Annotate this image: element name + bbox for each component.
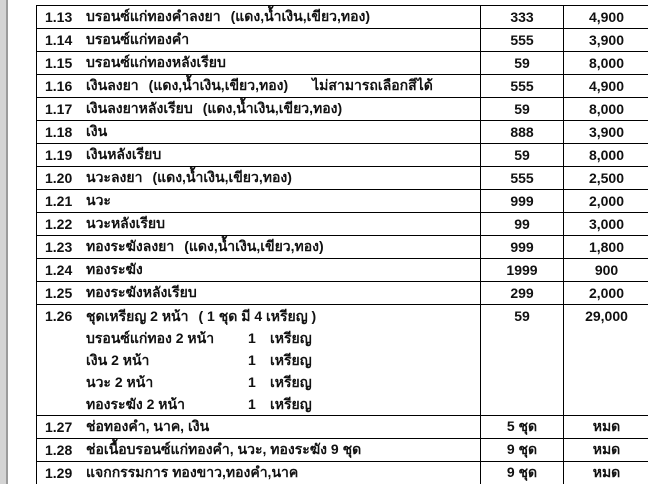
sold-out-badge: หมด [592, 464, 621, 480]
description-cell [37, 144, 481, 166]
quantity-value: 59 [514, 55, 530, 71]
description-cell [37, 75, 481, 97]
row-number: 1.13 [45, 9, 73, 25]
quantity-cell [481, 75, 564, 97]
price-value: 3,900 [588, 124, 625, 140]
set-item-unit: เหรียญ [270, 352, 312, 368]
quantity-cell [481, 167, 564, 189]
price-cell [564, 98, 648, 120]
price-value: 4,900 [588, 78, 625, 94]
row-number: 1.17 [45, 101, 73, 117]
quantity-value: 299 [510, 285, 534, 301]
quantity-value: 888 [510, 124, 534, 140]
row-number: 1.26 [45, 308, 73, 324]
color-options-note: (แดง,น้ำเงิน,เขียว,ทอง) [184, 238, 324, 254]
price-value: 900 [594, 262, 619, 278]
quantity-cell [481, 416, 564, 438]
row-description: ชุดเหรียญ 2 หน้า [86, 308, 189, 324]
description-cell [37, 167, 481, 189]
quantity-cell [481, 282, 564, 304]
set-item-unit: เหรียญ [270, 374, 312, 390]
set-item-label: บรอนซ์แก่ทอง 2 หน้า [86, 330, 215, 346]
no-color-choice-note: ไม่สามารถเลือกสีได้ [312, 77, 433, 93]
color-options-note: (แดง,น้ำเงิน,เขียว,ทอง) [152, 169, 292, 185]
row-description: นวะหลังเรียบ [86, 215, 165, 231]
set-item-label: ทองระฆัง 2 หน้า [86, 396, 185, 412]
table-row [37, 190, 648, 213]
price-table [36, 5, 648, 484]
set-item-count: 1 [248, 374, 256, 390]
quantity-value: 5 ชุด [506, 418, 538, 434]
quantity-value: 59 [514, 308, 530, 324]
quantity-value: 333 [510, 9, 534, 25]
price-value: 4,900 [588, 9, 625, 25]
set-item [45, 349, 480, 371]
price-cell [564, 462, 648, 484]
row-description: บรอนซ์แก่ทองคำลงยา [86, 8, 221, 24]
quantity-cell [481, 98, 564, 120]
quantity-value: 999 [510, 193, 534, 209]
row-number: 1.18 [45, 124, 73, 140]
window-edge-strip [0, 0, 8, 484]
description-cell [37, 213, 481, 235]
quantity-value: 555 [510, 32, 534, 48]
table-row [37, 75, 648, 98]
color-options-note: (แดง,น้ำเงิน,เขียว,ทอง) [202, 100, 343, 116]
description-cell [37, 259, 481, 281]
description-cell [37, 190, 481, 212]
price-cell [564, 236, 648, 258]
sold-out-badge: หมด [592, 418, 621, 434]
table-row [37, 259, 648, 282]
price-cell [564, 190, 648, 212]
price-value: 3,000 [588, 216, 625, 232]
set-item-label: นวะ 2 หน้า [86, 374, 154, 390]
description-cell [37, 282, 481, 304]
row-number: 1.16 [45, 78, 73, 94]
row-description: แจกกรรมการ ทองขาว,ทองคำ,นาค [86, 464, 299, 480]
table-row [37, 6, 648, 29]
row-number: 1.21 [45, 193, 73, 209]
set-item-label: เงิน 2 หน้า [86, 352, 150, 368]
quantity-value: 555 [510, 78, 534, 94]
description-cell [37, 462, 481, 484]
price-value: 2,000 [588, 193, 625, 209]
row-description: ช่อเนื้อบรอนซ์แก่ทองคำ, นวะ, ทองระฆัง 9 ชุด [86, 441, 362, 457]
row-description: เงินหลังเรียบ [86, 146, 162, 162]
price-cell [564, 167, 648, 189]
set-item [45, 371, 480, 393]
quantity-value: 9 ชุด [506, 464, 538, 480]
quantity-cell [481, 213, 564, 235]
set-item-unit: เหรียญ [270, 396, 312, 412]
row-number: 1.14 [45, 32, 73, 48]
table-row [37, 282, 648, 305]
description-cell [37, 121, 481, 143]
price-value: 8,000 [588, 55, 625, 71]
set-item [45, 393, 480, 415]
description-cell [37, 305, 481, 415]
table-row [37, 439, 648, 462]
row-number: 1.20 [45, 170, 73, 186]
price-value: 1,800 [588, 239, 625, 255]
quantity-value: 1999 [506, 262, 538, 278]
table-row [37, 416, 648, 439]
quantity-value: 9 ชุด [506, 441, 538, 457]
quantity-cell [481, 236, 564, 258]
price-value: 2,000 [588, 285, 625, 301]
quantity-cell [481, 305, 564, 415]
row-description: บรอนซ์แก่ทองคำ [86, 31, 190, 47]
row-description: ทองระฆังหลังเรียบ [86, 284, 197, 300]
row-description: เงิน [86, 123, 108, 139]
table-row [37, 29, 648, 52]
quantity-cell [481, 6, 564, 28]
row-number: 1.28 [45, 442, 73, 458]
quantity-cell [481, 52, 564, 74]
row-number: 1.23 [45, 239, 73, 255]
table-row [37, 52, 648, 75]
table-row-set [37, 305, 648, 416]
price-cell [564, 29, 648, 51]
description-cell [37, 236, 481, 258]
price-cell [564, 52, 648, 74]
sold-out-badge: หมด [592, 441, 621, 457]
set-header-line [45, 305, 480, 327]
price-cell [564, 439, 648, 461]
price-cell [564, 259, 648, 281]
description-cell [37, 98, 481, 120]
price-cell [564, 416, 648, 438]
table-row [37, 121, 648, 144]
price-value: 3,900 [588, 32, 625, 48]
table-row [37, 236, 648, 259]
color-options-note: (แดง,น้ำเงิน,เขียว,ทอง) [148, 77, 289, 93]
price-value: 8,000 [588, 147, 625, 163]
table-row [37, 98, 648, 121]
row-description: ทองระฆัง [86, 261, 143, 277]
quantity-cell [481, 462, 564, 484]
row-number: 1.15 [45, 55, 73, 71]
set-item-count: 1 [248, 352, 256, 368]
row-number: 1.27 [45, 419, 73, 435]
set-contents-note: ( 1 ชุด มี 4 เหรียญ ) [198, 308, 317, 324]
quantity-cell [481, 29, 564, 51]
table-row [37, 144, 648, 167]
row-description: บรอนซ์แก่ทองหลังเรียบ [86, 54, 226, 70]
row-description: นวะลงยา [86, 169, 143, 185]
price-cell [564, 75, 648, 97]
description-cell [37, 416, 481, 438]
set-item-count: 1 [248, 396, 256, 412]
quantity-cell [481, 144, 564, 166]
row-number: 1.22 [45, 216, 73, 232]
row-description: นวะ [86, 192, 111, 208]
price-cell [564, 144, 648, 166]
price-cell [564, 282, 648, 304]
price-value: 29,000 [585, 308, 628, 324]
quantity-value: 59 [514, 147, 530, 163]
quantity-value: 555 [510, 170, 534, 186]
price-cell [564, 6, 648, 28]
row-number: 1.29 [45, 465, 73, 481]
description-cell [37, 29, 481, 51]
row-number: 1.25 [45, 285, 73, 301]
quantity-cell [481, 190, 564, 212]
price-value: 8,000 [588, 101, 625, 117]
row-description: เงินลงยาหลังเรียบ [86, 100, 193, 116]
price-cell [564, 121, 648, 143]
table-row [37, 462, 648, 484]
price-value: 2,500 [588, 170, 625, 186]
price-cell [564, 305, 648, 415]
set-item-unit: เหรียญ [270, 330, 312, 346]
quantity-value: 99 [514, 216, 530, 232]
quantity-value: 59 [514, 101, 530, 117]
color-options-note: (แดง,น้ำเงิน,เขียว,ทอง) [230, 8, 371, 24]
quantity-cell [481, 121, 564, 143]
description-cell [37, 52, 481, 74]
quantity-value: 999 [510, 239, 534, 255]
set-item [45, 327, 480, 349]
table-row [37, 167, 648, 190]
row-description: เงินลงยา [86, 77, 139, 93]
quantity-cell [481, 259, 564, 281]
description-cell [37, 6, 481, 28]
row-number: 1.19 [45, 147, 73, 163]
row-description: ช่อทองคำ, นาค, เงิน [86, 418, 210, 434]
row-description: ทองระฆังลงยา [86, 238, 175, 254]
description-cell [37, 439, 481, 461]
price-cell [564, 213, 648, 235]
set-item-count: 1 [248, 330, 256, 346]
quantity-cell [481, 439, 564, 461]
row-number: 1.24 [45, 262, 73, 278]
table-row [37, 213, 648, 236]
